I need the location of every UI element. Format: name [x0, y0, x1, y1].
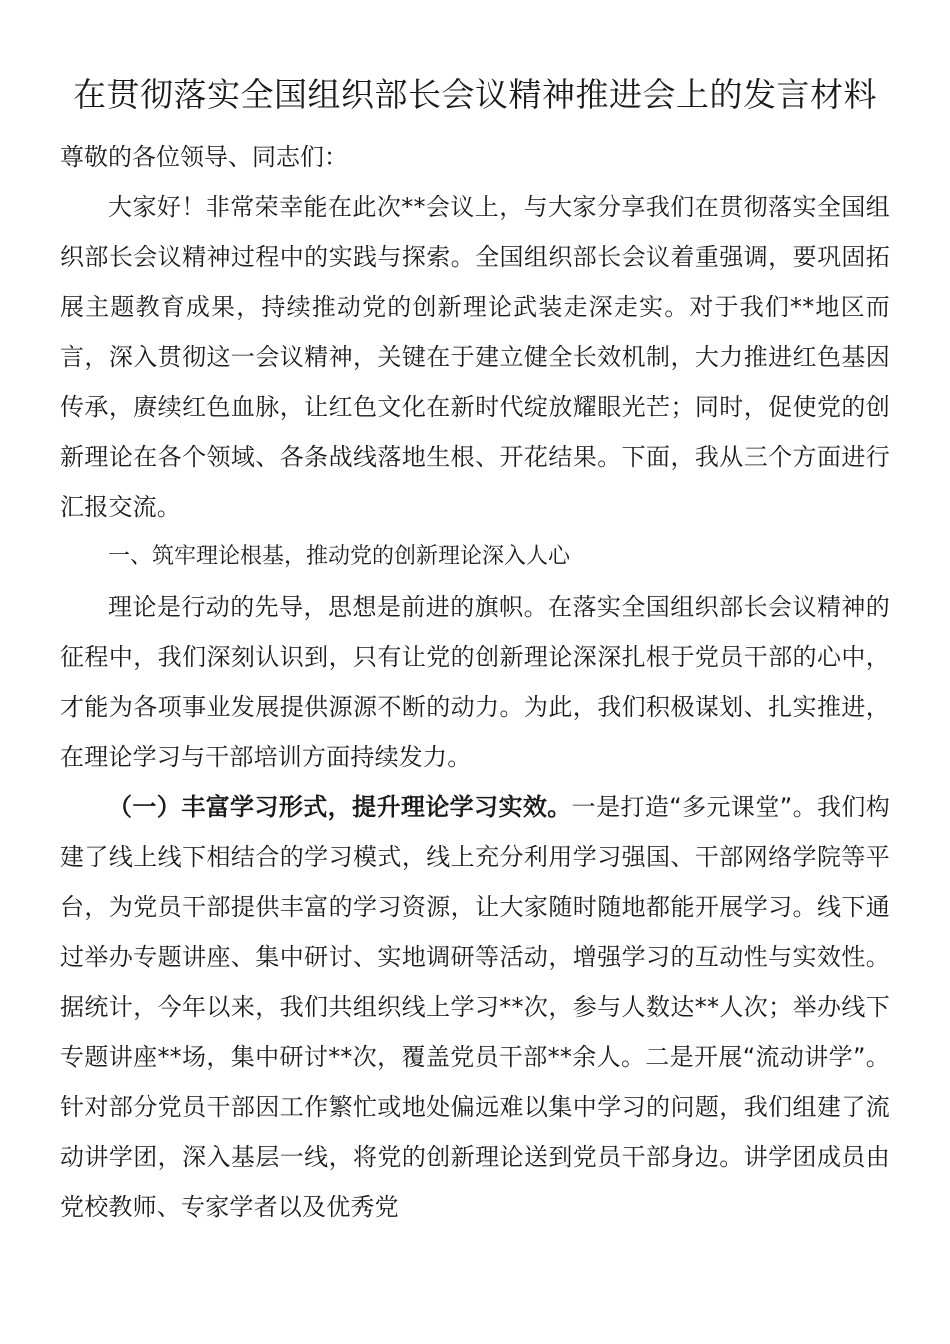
document-title: 在贯彻落实全国组织部长会议精神推进会上的发言材料 [73, 75, 877, 114]
subsection-1-body: 一是打造“多元课堂”。我们构建了线上线下相结合的学习模式，线上充分利用学习强国、干部网络学院等平台，为党员干部提供丰富的学习资源，让大家随时随地都能开展学习。线下通过举办专题讲座、集中研讨、实地调研等活动，增强学习的互动性与实效性。据统计，今年以来，我们共组织线上学习**次，参与人数达**人次；举办线下专题讲座**场，集中研讨**次，覆盖党员干部**余人。二是开展“流动讲学”。针对部分党员干部因工作繁忙或地处偏远难以集中学习的问题，我们组建了流动讲学团，深入基层一线，将党的创新理论送到党员干部身边。讲学团成员由党校教师、专家学者以及优秀党 [60, 793, 890, 1221]
subsection-1-paragraph [60, 782, 890, 1232]
salutation: 尊敬的各位领导、同志们： [60, 143, 348, 171]
section-1-paragraph: 理论是行动的先导，思想是前进的旗帜。在落实全国组织部长会议精神的征程中，我们深刻认识到，只有让党的创新理论深深扎根于党员干部的心中，才能为各项事业发展提供源源不断的动力。为此，我们积极谋划、扎实推进，在理论学习与干部培训方面持续发力。 [60, 593, 890, 771]
subsection-1-lead: （一）丰富学习形式，提升理论学习实效。 [108, 793, 572, 821]
section-heading-1: 一、筑牢理论根基，推动党的创新理论深入人心 [108, 544, 571, 569]
intro-paragraph: 大家好！非常荣幸能在此次**会议上，与大家分享我们在贯彻落实全国组织部长会议精神过程中的实践与探索。全国组织部长会议着重强调，要巩固拓展主题教育成果，持续推动党的创新理论武装走深走实。对于我们**地区而言，深入贯彻这一会议精神，关键在于建立健全长效机制，大力推进红色基因传承，赓续红色血脉，让红色文化在新时代绽放耀眼光芒；同时，促使党的创新理论在各个领域、各条战线落地生根、开花结果。下面，我从三个方面进行汇报交流。 [60, 193, 890, 521]
